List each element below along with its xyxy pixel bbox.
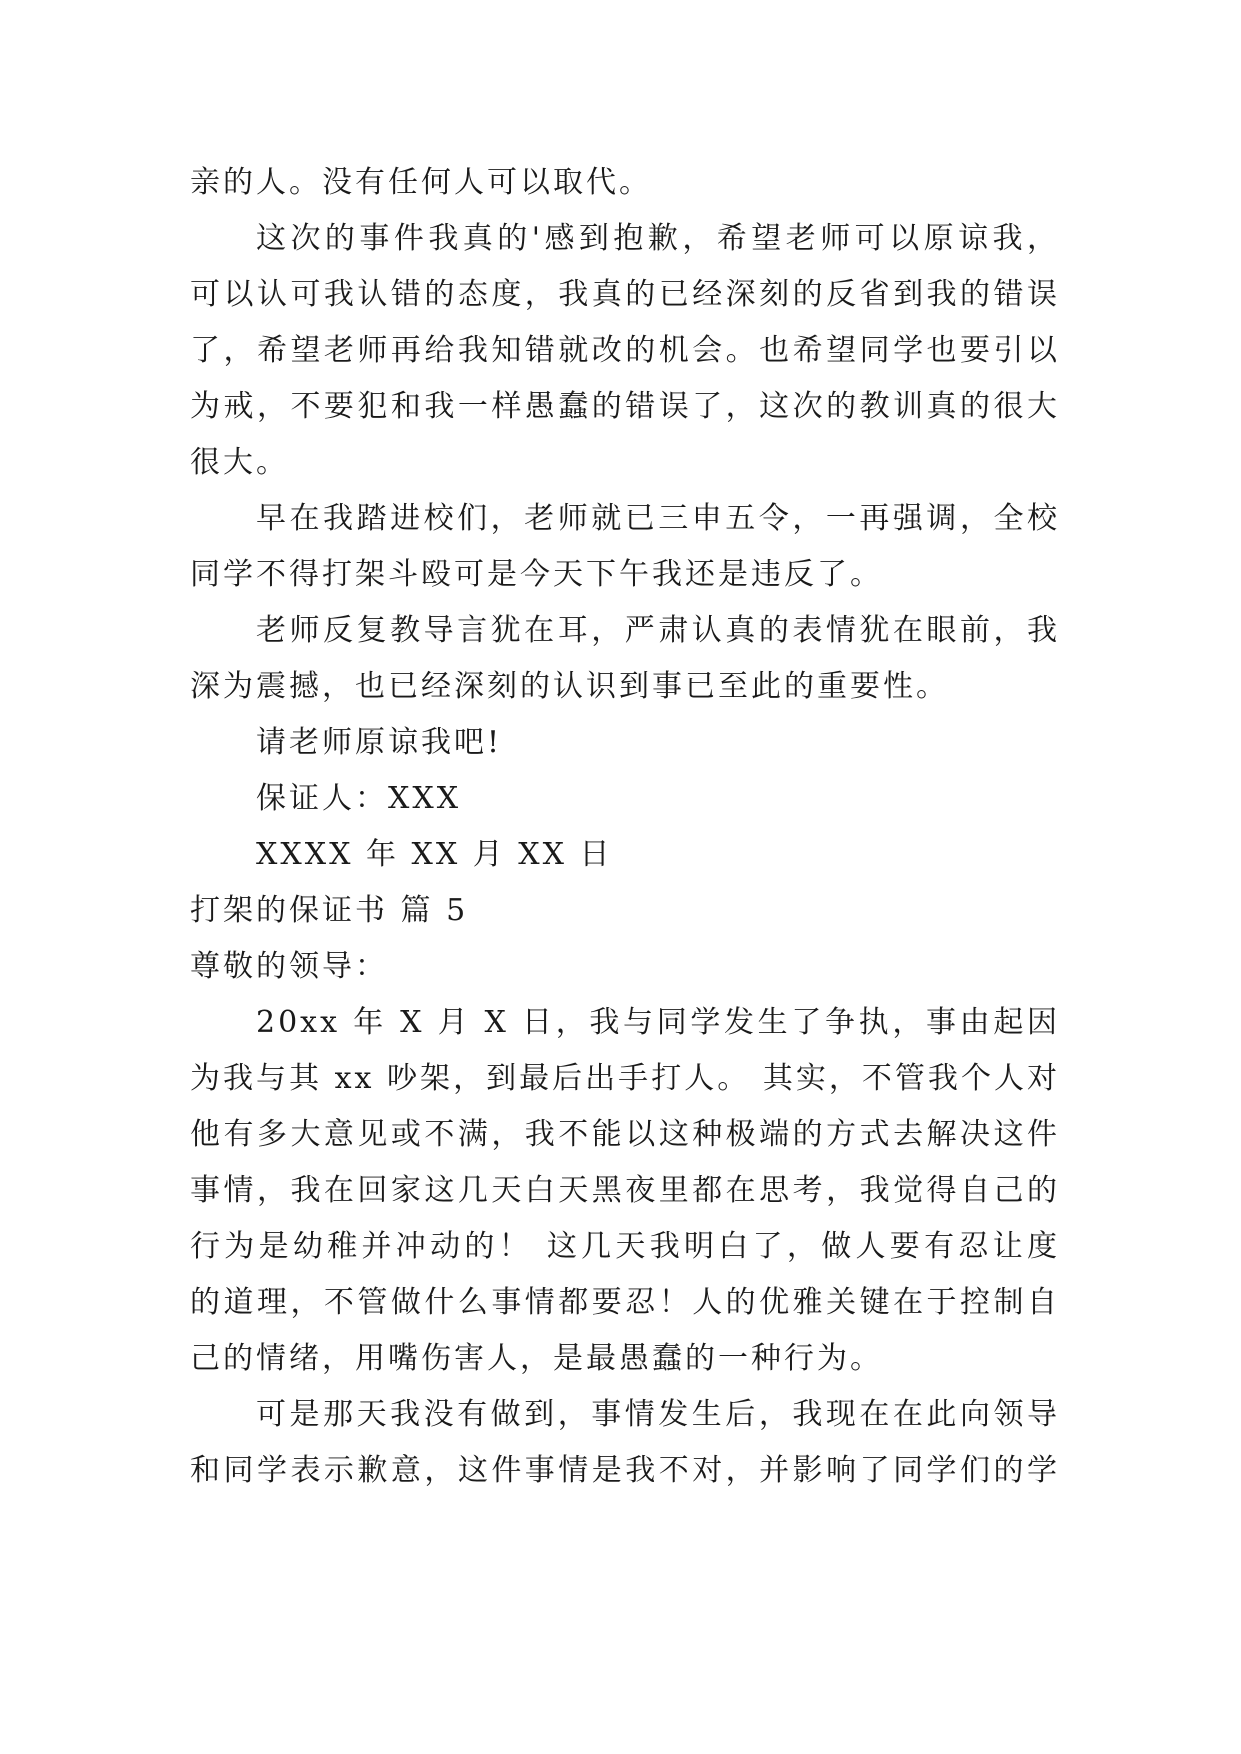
text-line: 同学不得打架斗殴可是今天下午我还是违反了。 — [190, 557, 883, 592]
text-line: 己的情绪，用嘴伤害人，是最愚蠢的一种行为。 — [190, 1341, 883, 1376]
text-line: 和同学表示歉意，这件事情是我不对，并影响了同学们的学 — [190, 1453, 1060, 1488]
text-line: 的道理，不管做什么事情都要忍！人的优雅关键在于控制自 — [190, 1285, 1060, 1320]
text-line: 请老师原谅我吧! — [256, 725, 503, 760]
text-line: 这次的事件我真的'感到抱歉，希望老师可以原谅我， — [256, 221, 1060, 256]
text-line: 可是那天我没有做到，事情发生后，我现在在此向领导 — [256, 1397, 1060, 1432]
text-line: 了，希望老师再给我知错就改的机会。也希望同学也要引以 — [190, 333, 1060, 368]
text-line: 为我与其 xx 吵架，到最后出手打人。 其实，不管我个人对 — [190, 1061, 1060, 1096]
text-line: 早在我踏进校们，老师就已三申五令，一再强调，全校 — [256, 501, 1060, 536]
text-line: 老师反复教导言犹在耳，严肃认真的表情犹在眼前，我 — [256, 613, 1060, 648]
text-line: 亲的人。没有任何人可以取代。 — [190, 165, 652, 200]
salutation: 尊敬的领导： — [190, 949, 388, 984]
section-title: 打架的保证书 篇 5 — [190, 893, 469, 928]
text-line: 很大。 — [190, 445, 289, 480]
signature-line: 保证人：XXX — [256, 781, 462, 816]
text-line: 深为震撼，也已经深刻的认识到事已至此的重要性。 — [190, 669, 949, 704]
document-body — [190, 155, 1060, 1499]
text-line: 他有多大意见或不满，我不能以这种极端的方式去解决这件 — [190, 1117, 1060, 1152]
date-line: XXXX 年 XX 月 XX 日 — [256, 837, 613, 872]
text-line: 事情，我在回家这几天白天黑夜里都在思考，我觉得自己的 — [190, 1173, 1060, 1208]
text-line: 行为是幼稚并冲动的！ 这几天我明白了，做人要有忍让度 — [190, 1229, 1060, 1264]
text-line: 为戒，不要犯和我一样愚蠢的错误了，这次的教训真的很大 — [190, 389, 1060, 424]
text-line: 20xx 年 X 月 X 日，我与同学发生了争执，事由起因 — [256, 1005, 1060, 1040]
text-line: 可以认可我认错的态度，我真的已经深刻的反省到我的错误 — [190, 277, 1060, 312]
